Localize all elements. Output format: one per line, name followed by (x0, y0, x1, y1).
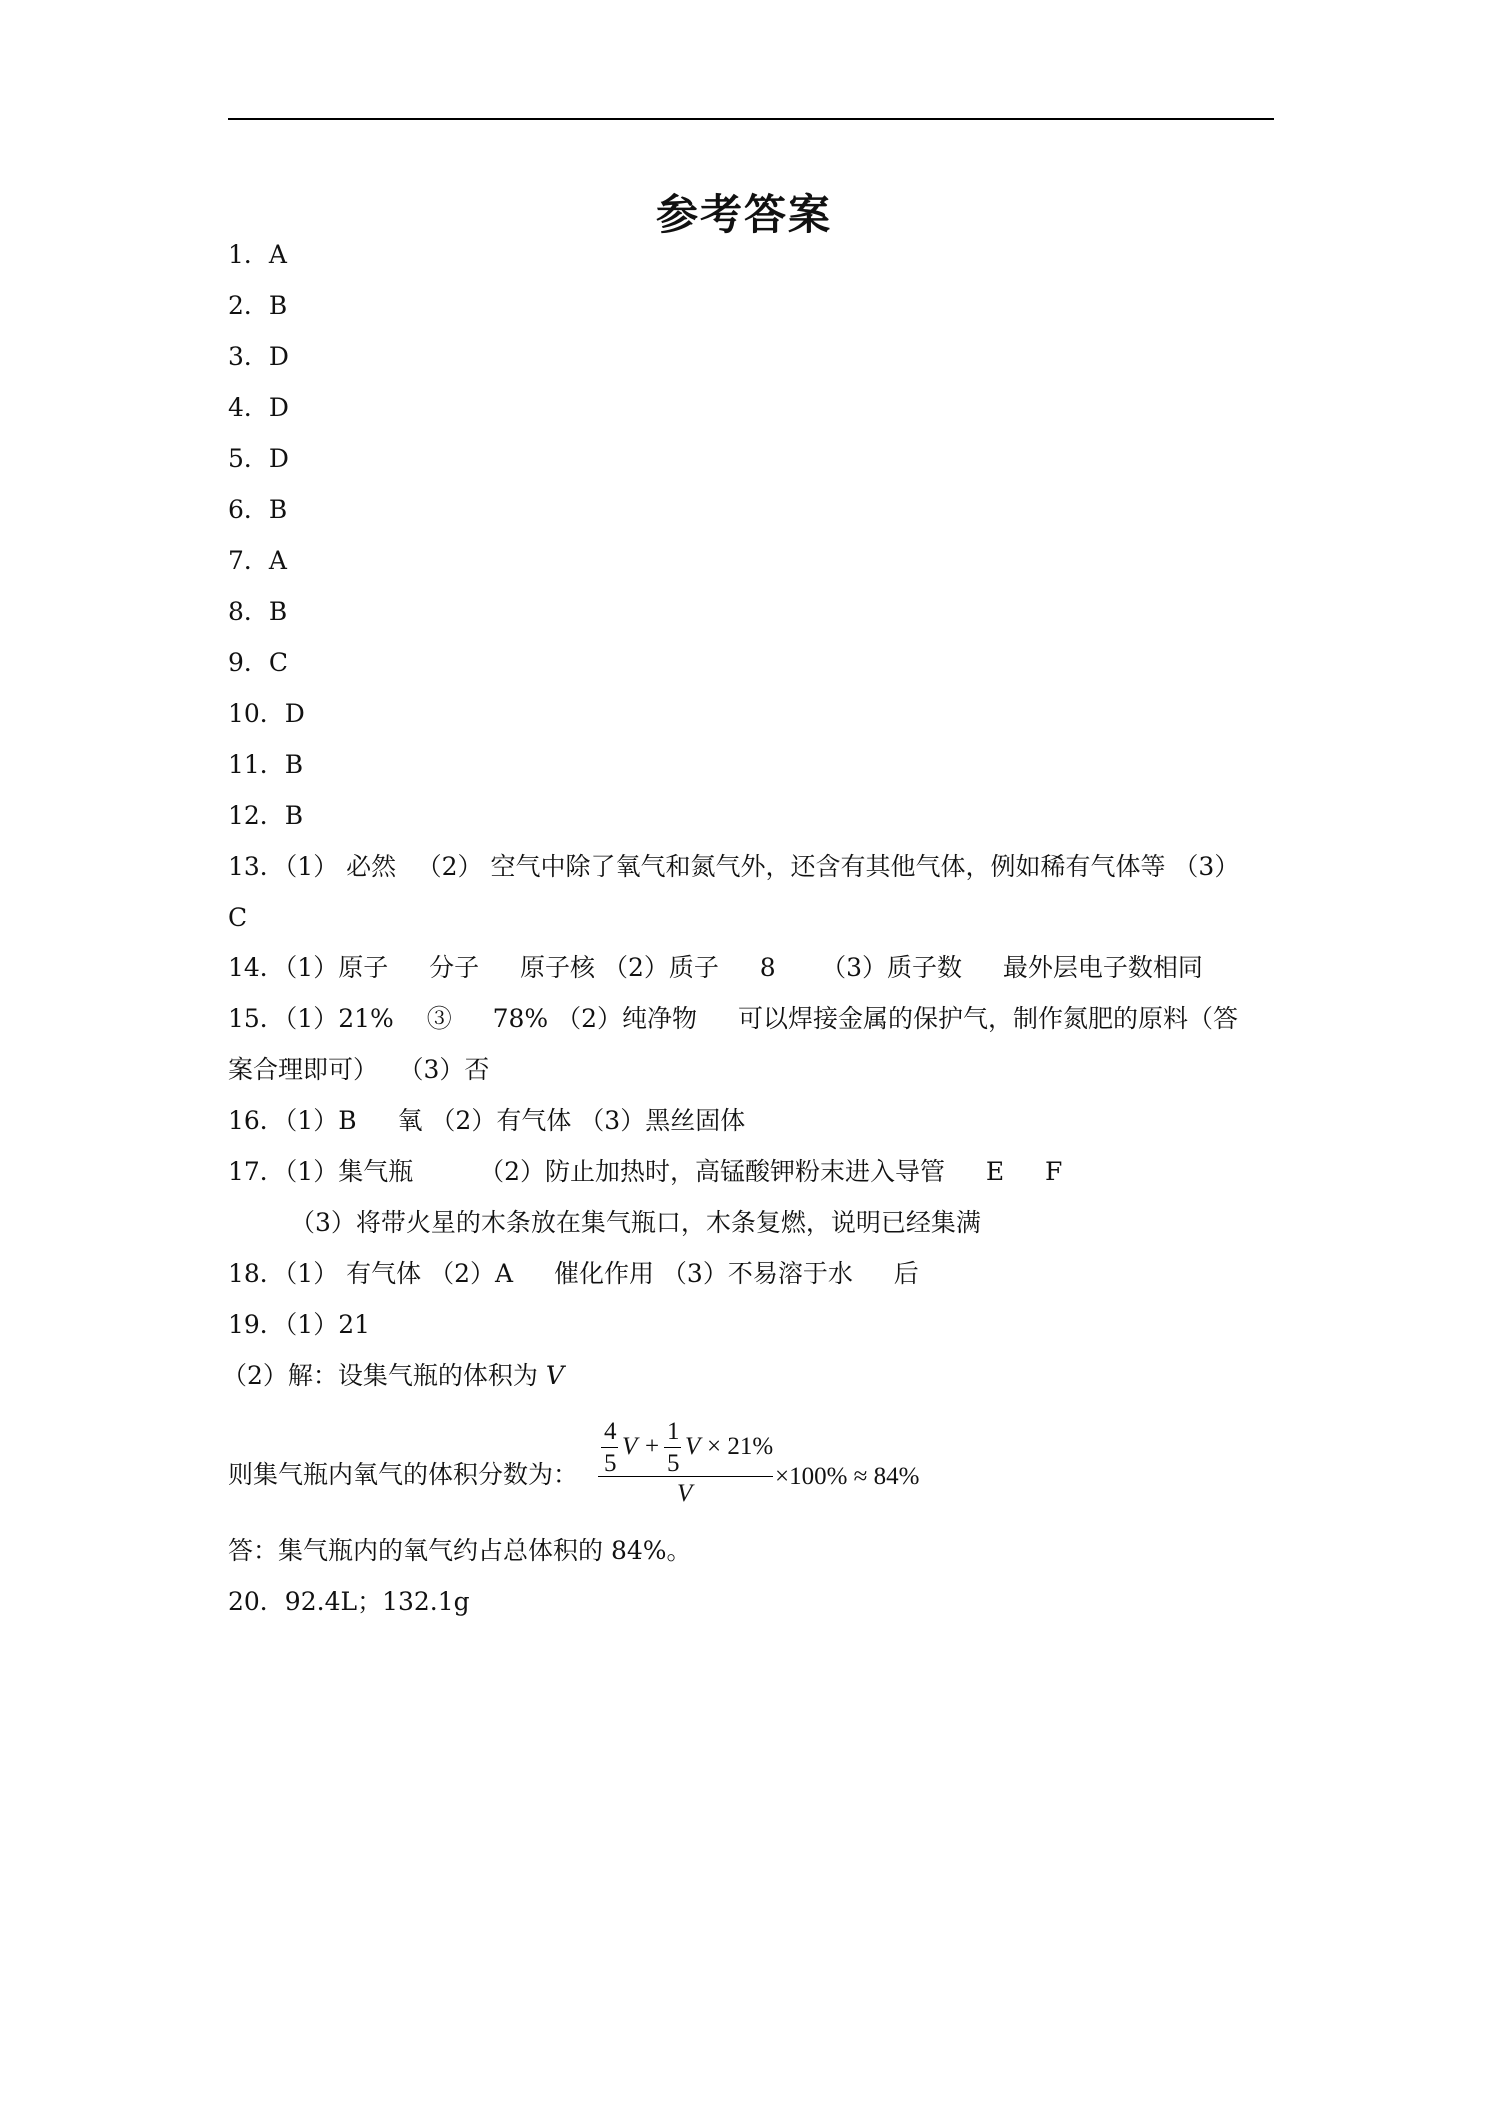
answer-line: 2．B (228, 291, 288, 320)
answer-line: 10．D (228, 699, 305, 728)
header-rule (228, 118, 1274, 120)
answer-line: 6．B (228, 495, 288, 524)
answer-line: 13．（1） 必然 （2） 空气中除了氧气和氮气外，还含有其他气体，例如稀有气体等 （3） (228, 852, 1240, 881)
answer-line: 3．D (228, 342, 289, 371)
page-title: 参考答案 (655, 190, 832, 239)
denominator-v: V (677, 1480, 693, 1507)
answer-line: 17．（1）集气瓶 （2）防止加热时，高锰酸钾粉末进入导管 E F (228, 1157, 1063, 1186)
answer-line: 9．C (228, 648, 289, 677)
answer-line (222, 1361, 564, 1391)
answer-line: 12．B (228, 801, 304, 830)
answer-line: 19．（1）21 (228, 1310, 371, 1339)
answer-line: 15．（1）21% ③ 78% （2）纯净物 可以焊接金属的保护气，制作氮肥的原料（答 (228, 1004, 1238, 1033)
variable-v: V (622, 1433, 638, 1460)
fraction-1-numerator: 1 (667, 1418, 680, 1445)
plus-sign: + (645, 1433, 660, 1460)
answer-line: 16．（1）B 氧 （2）有气体 （3）黑丝固体 (228, 1106, 746, 1135)
times-21-percent: × 21% (707, 1433, 774, 1460)
answer-line: 案合理即可） （3）否 (228, 1055, 490, 1084)
answer-line: （3）将带火星的木条放在集气瓶口，木条复燃，说明已经集满 (290, 1208, 981, 1237)
answer-line: 14．（1）原子 分子 原子核 （2）质子 8 （3）质子数 最外层电子数相同 (228, 953, 1203, 982)
answer-line: 18．（1） 有气体 （2）A 催化作用 （3）不易溶于水 后 (228, 1259, 919, 1288)
fraction-4-denominator: 5 (604, 1450, 617, 1477)
main-fraction-bar (598, 1476, 773, 1477)
answer-line: 1．A (228, 240, 287, 269)
fraction-1-denominator: 5 (667, 1450, 680, 1477)
fraction-bar (601, 1447, 618, 1448)
answer-line: 5．D (228, 444, 289, 473)
formula-result: ×100% ≈ 84% (775, 1463, 920, 1490)
answer-line: 20．92.4L；132.1g (228, 1587, 470, 1616)
answer-line: 7．A (228, 546, 287, 575)
answer-line: 4．D (228, 393, 289, 422)
solution-text: （2）解：设集气瓶的体积为 (222, 1361, 538, 1390)
variable-v: V (685, 1433, 701, 1460)
fraction-bar (664, 1447, 681, 1448)
fraction-4-numerator: 4 (604, 1418, 617, 1445)
answer-line: 8．B (228, 597, 288, 626)
answer-line: 答：集气瓶内的氧气约占总体积的 84%。 (228, 1536, 692, 1565)
answer-line: C (228, 903, 248, 932)
answer-line: 11．B (228, 750, 304, 779)
equation-label: 则集气瓶内氧气的体积分数为： (228, 1460, 579, 1489)
variable-v: V (545, 1361, 564, 1390)
